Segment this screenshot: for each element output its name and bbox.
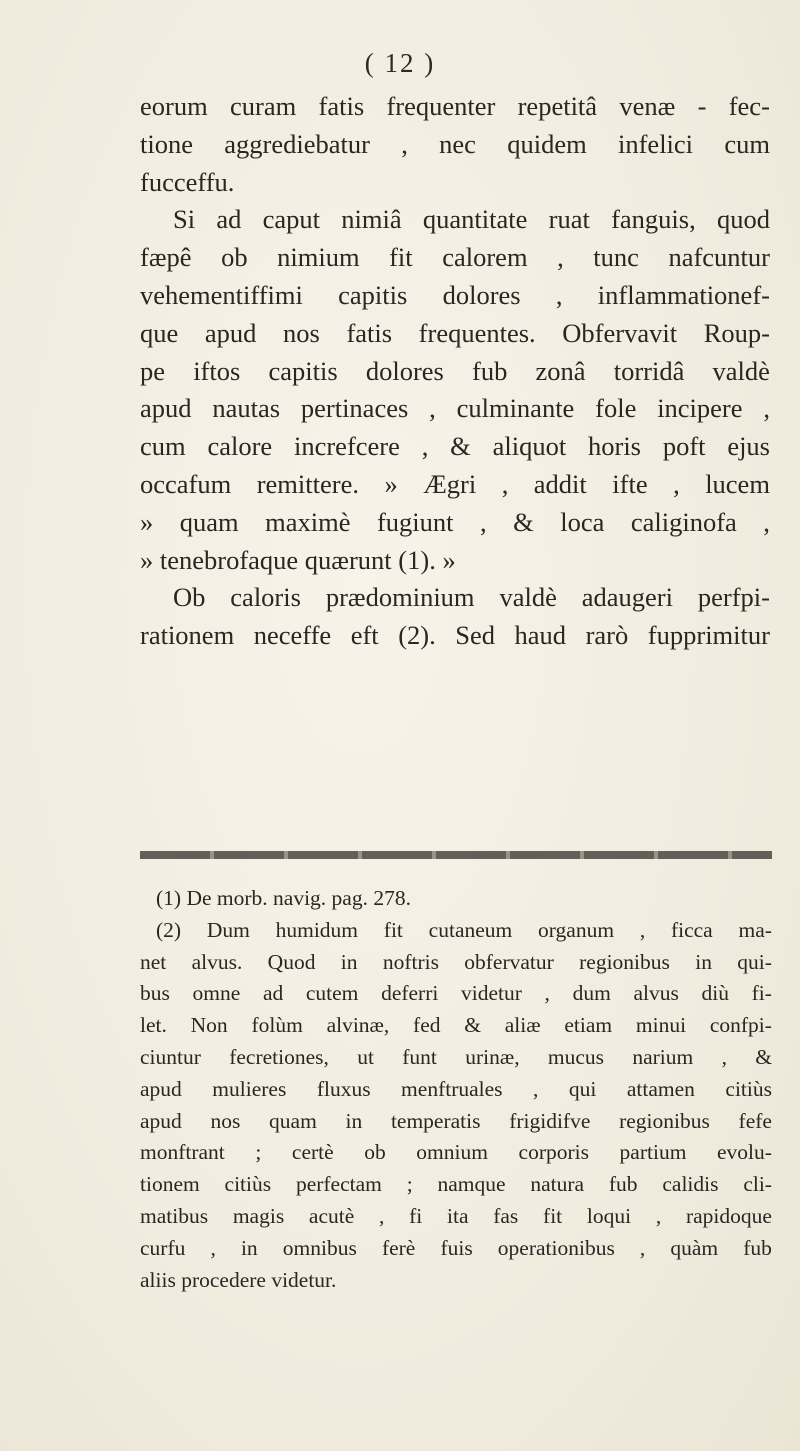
footnotes-block xyxy=(140,883,772,1296)
main-line: eorum curam fatis frequenter repetitâ venæ - fec- xyxy=(140,91,770,121)
main-line: Si ad caput nimiâ quantitate ruat fanguis, quod xyxy=(173,204,770,235)
footnote-line: (1) De morb. navig. pag. 278. xyxy=(156,886,411,910)
footnote-line: curfu , in omnibus ferè fuis operationibus , quàm fub xyxy=(140,1235,772,1260)
main-line: rationem neceffe eft (2). Sed haud rarò fupprimitur xyxy=(140,620,770,651)
main-text-block xyxy=(140,88,770,655)
footnote-line: tionem citiùs perfectam ; namque natura fub calidis cli- xyxy=(140,1172,772,1197)
main-line: cum calore increfcere , & aliquot horis poft ejus xyxy=(140,431,770,462)
footnote-line: matibus magis acutè , fi ita fas fit loqui , rapidoque xyxy=(140,1203,772,1228)
footnote-line: monftrant ; certè ob omnium corporis partium evolu- xyxy=(140,1140,772,1165)
main-line: pe iftos capitis dolores fub zonâ torridâ valdè xyxy=(140,355,770,386)
main-line: apud nautas pertinaces , culminante fole incipere , xyxy=(140,393,770,424)
footnote-line: (2) Dum humidum fit cutaneum organum , ficca ma- xyxy=(156,917,772,942)
footnote-line: apud nos quam in temperatis frigidifve regionibus fefe xyxy=(140,1108,772,1133)
main-line: Ob caloris prædominium valdè adaugeri perfpi- xyxy=(173,582,770,613)
main-line: que apud nos fatis frequentes. Obfervavit Roup- xyxy=(140,317,770,348)
footnote-line: apud mulieres fluxus menftruales , qui attamen citiùs xyxy=(140,1076,772,1101)
main-line: vehementiffimi capitis dolores , inflammationef- xyxy=(140,279,770,310)
footnote-line: bus omne ad cutem deferri videtur , dum alvus diù fi- xyxy=(140,981,772,1006)
main-line: » tenebrofaque quærunt (1). » xyxy=(140,544,456,575)
page-number: ( 12 ) xyxy=(364,48,436,78)
main-line: » quam maximè fugiunt , & loca caliginofa , xyxy=(140,506,770,537)
main-line: fucceffu. xyxy=(140,166,235,197)
footnote-line: let. Non folùm alvinæ, fed & aliæ etiam minui confpi- xyxy=(140,1013,772,1038)
main-line: occafum remittere. » Ægri , addit ifte , lucem xyxy=(140,468,770,499)
footnote-separator-rule xyxy=(140,851,772,859)
footnote-line: net alvus. Quod in noftris obfervatur regionibus in qui- xyxy=(140,949,772,974)
main-line: fæpê ob nimium fit calorem , tunc nafcuntur xyxy=(140,242,770,273)
main-line: tione aggrediebatur , nec quidem infelici cum xyxy=(140,128,770,159)
footnote-line: aliis procedere videtur. xyxy=(140,1267,337,1292)
footnote-line: ciuntur fecretiones, ut funt urinæ, mucus narium , & xyxy=(140,1044,772,1069)
